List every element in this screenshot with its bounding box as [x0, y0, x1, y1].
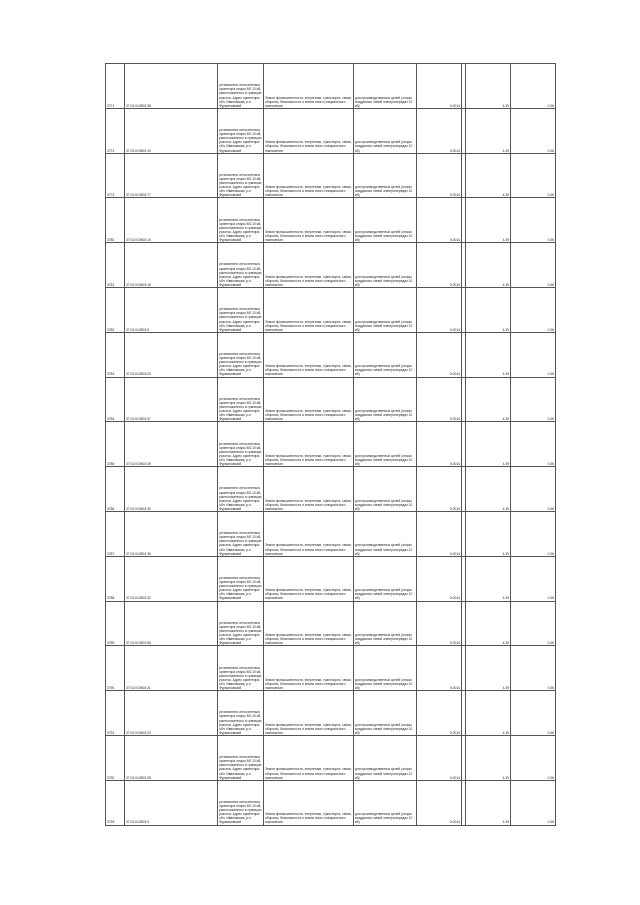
- permitted-use: для производственных целей (опоры воздушных линий электропередач 10 кВ): [354, 153, 417, 198]
- row-number: 3772: [106, 108, 125, 153]
- location-description: установлено относительно ориентира опоры ВЛ-10 кВ, расположенного в границах участка. Адрес ориентира: обл. Ивановская, р-н Фурмановский: [218, 780, 264, 825]
- permitted-use: для производственных целей (опоры воздушных линий электропередач 10 кВ): [354, 64, 417, 109]
- table-row: [106, 108, 556, 153]
- row-number: 3791: [106, 691, 125, 736]
- table-row: [106, 467, 556, 512]
- land-category: Земли промышленности, энергетики, транспорта, связи, обороны, безопасности и земли иного специального назначения: [264, 735, 354, 780]
- table-row: [106, 691, 556, 736]
- cadastral-number: 37:01:010503:32: [125, 556, 218, 601]
- total-value: 0.06: [511, 735, 556, 780]
- total-value: 0.06: [511, 691, 556, 736]
- permitted-use: для производственных целей (опоры воздушных линий электропередач 10 кВ): [354, 467, 417, 512]
- permitted-use: для производственных целей (опоры воздушных линий электропередач 10 кВ): [354, 780, 417, 825]
- total-value: 0.06: [511, 377, 556, 422]
- area-value: 0.0014: [417, 153, 462, 198]
- cost-value: 4.39: [466, 287, 511, 332]
- cadastral-number: 37:01:010503:3: [125, 780, 218, 825]
- land-category: Земли промышленности, энергетики, транспорта, связи, обороны, безопасности и земли иного специального назначения: [264, 422, 354, 467]
- total-value: 0.06: [511, 287, 556, 332]
- location-description: установлено относительно ориентира опоры ВЛ-10 кВ, расположенного в границах участка. Адрес ориентира: обл. Ивановская, р-н Фурмановский: [218, 646, 264, 691]
- location-description: установлено относительно ориентира опоры ВЛ-10 кВ, расположенного в границах участка. Адрес ориентира: обл. Ивановская, р-н Фурмановский: [218, 467, 264, 512]
- land-category: Земли промышленности, энергетики, транспорта, связи, обороны, безопасности и земли иного специального назначения: [264, 646, 354, 691]
- location-description: установлено относительно ориентира опоры ВЛ-10 кВ, расположенного в границах участка. Адрес ориентира: обл. Ивановская, р-н Фурмановский: [218, 243, 264, 288]
- row-number: 3771: [106, 64, 125, 109]
- cost-value: 4.39: [466, 601, 511, 646]
- cost-value: 4.39: [466, 467, 511, 512]
- table-row: [106, 287, 556, 332]
- total-value: 0.06: [511, 467, 556, 512]
- location-description: установлено относительно ориентира опоры ВЛ-10 кВ, расположенного в границах участка. Адрес ориентира: обл. Ивановская, р-н Фурмановский: [218, 422, 264, 467]
- permitted-use: для производственных целей (опоры воздушных линий электропередач 10 кВ): [354, 646, 417, 691]
- area-value: 0.0014: [417, 511, 462, 556]
- cost-value: 4.39: [466, 64, 511, 109]
- table-row: [106, 511, 556, 556]
- cadastral-number: 37:01:010503:10: [125, 198, 218, 243]
- land-category: Земли промышленности, энергетики, транспорта, связи, обороны, безопасности и земли иного специального назначения: [264, 287, 354, 332]
- total-value: 0.06: [511, 646, 556, 691]
- total-value: 0.06: [511, 556, 556, 601]
- location-description: установлено относительно ориентира опоры ВЛ-10 кВ, расположенного в границах участка. Адрес ориентира: обл. Ивановская, р-н Фурмановский: [218, 198, 264, 243]
- cadastral-number: 37:01:010503:20: [125, 332, 218, 377]
- permitted-use: для производственных целей (опоры воздушных линий электропередач 10 кВ): [354, 422, 417, 467]
- area-value: 0.0014: [417, 287, 462, 332]
- table-row: [106, 646, 556, 691]
- cadastral-number: 37:01:010503:30: [125, 467, 218, 512]
- location-description: установлено относительно ориентира опоры ВЛ-10 кВ, расположенного в границах участка. Адрес ориентира: обл. Ивановская, р-н Фурмановский: [218, 601, 264, 646]
- total-value: 0.06: [511, 422, 556, 467]
- permitted-use: для производственных целей (опоры воздушных линий электропередач 10 кВ): [354, 243, 417, 288]
- location-description: установлено относительно ориентира опоры ВЛ-10 кВ, расположенного в границах участка. Адрес ориентира: обл. Ивановская, р-н Фурмановский: [218, 153, 264, 198]
- cost-value: 4.39: [466, 243, 511, 288]
- total-value: 0.06: [511, 780, 556, 825]
- row-number: 3781: [106, 243, 125, 288]
- area-value: 0.0014: [417, 108, 462, 153]
- table-row: [106, 153, 556, 198]
- location-description: установлено относительно ориентира опоры ВЛ-10 кВ, расположенного в границах участка. Адрес ориентира: обл. Ивановская, р-н Фурмановский: [218, 556, 264, 601]
- land-category: Земли промышленности, энергетики, транспорта, связи, обороны, безопасности и земли иного специального назначения: [264, 601, 354, 646]
- land-category: Земли промышленности, энергетики, транспорта, связи, обороны, безопасности и земли иного специального назначения: [264, 153, 354, 198]
- row-number: 3787: [106, 511, 125, 556]
- permitted-use: для производственных целей (опоры воздушных линий электропередач 10 кВ): [354, 377, 417, 422]
- total-value: 0.06: [511, 153, 556, 198]
- area-value: 0.0014: [417, 243, 462, 288]
- total-value: 0.06: [511, 511, 556, 556]
- cadastral-number: 37:01:010503:36: [125, 511, 218, 556]
- location-description: установлено относительно ориентира опоры ВЛ-10 кВ, расположенного в границах участка. Адрес ориентира: обл. Ивановская, р-н Фурмановский: [218, 511, 264, 556]
- cost-value: 4.39: [466, 108, 511, 153]
- cadastral-number: 37:01:010503:37: [125, 377, 218, 422]
- total-value: 0.06: [511, 64, 556, 109]
- permitted-use: для производственных целей (опоры воздушных линий электропередач 10 кВ): [354, 198, 417, 243]
- permitted-use: для производственных целей (опоры воздушных линий электропередач 10 кВ): [354, 287, 417, 332]
- cost-value: 4.39: [466, 780, 511, 825]
- cadastral-number: 37:01:010503:28: [125, 735, 218, 780]
- row-number: 3785: [106, 422, 125, 467]
- land-category: Земли промышленности, энергетики, транспорта, связи, обороны, безопасности и земли иного специального назначения: [264, 377, 354, 422]
- permitted-use: для производственных целей (опоры воздушных линий электропередач 10 кВ): [354, 108, 417, 153]
- land-category: Земли промышленности, энергетики, транспорта, связи, обороны, безопасности и земли иного специального назначения: [264, 198, 354, 243]
- location-description: установлено относительно ориентира опоры ВЛ-10 кВ, расположенного в границах участка. Адрес ориентира: обл. Ивановская, р-н Фурмановский: [218, 735, 264, 780]
- location-description: установлено относительно ориентира опоры ВЛ-10 кВ, расположенного в границах участка. Адрес ориентира: обл. Ивановская, р-н Фурмановский: [218, 332, 264, 377]
- cadastral-number: 37:01:010503:5: [125, 287, 218, 332]
- location-description: установлено относительно ориентира опоры ВЛ-10 кВ, расположенного в границах участка. Адрес ориентира: обл. Ивановская, р-н Фурмановский: [218, 691, 264, 736]
- land-category: Земли промышленности, энергетики, транспорта, связи, обороны, безопасности и земли иного специального назначения: [264, 332, 354, 377]
- cost-value: 4.39: [466, 646, 511, 691]
- table-row: [106, 735, 556, 780]
- total-value: 0.06: [511, 601, 556, 646]
- permitted-use: для производственных целей (опоры воздушных линий электропередач 10 кВ): [354, 332, 417, 377]
- cadastral-number: 37:01:010503:77: [125, 153, 218, 198]
- cadastral-number: 37:01:010503:16: [125, 243, 218, 288]
- land-category: Земли промышленности, энергетики, транспорта, связи, обороны, безопасности и земли иного специального назначения: [264, 243, 354, 288]
- cadastral-number: 37:01:010503:39: [125, 422, 218, 467]
- cadastral-number: 37:01:010503:23: [125, 691, 218, 736]
- row-number: 3786: [106, 467, 125, 512]
- row-number: 3792: [106, 735, 125, 780]
- permitted-use: для производственных целей (опоры воздушных линий электропередач 10 кВ): [354, 601, 417, 646]
- cadastral-number: 37:01:010503:56: [125, 601, 218, 646]
- table-row: [106, 601, 556, 646]
- row-number: 3782: [106, 287, 125, 332]
- cadastral-number: 37:01:010503:19: [125, 108, 218, 153]
- total-value: 0.06: [511, 108, 556, 153]
- area-value: 0.0014: [417, 601, 462, 646]
- area-value: 0.0014: [417, 377, 462, 422]
- location-description: установлено относительно ориентира опоры ВЛ-10 кВ, расположенного в границах участка. Адрес ориентира: обл. Ивановская, р-н Фурмановский: [218, 287, 264, 332]
- row-number: 3790: [106, 646, 125, 691]
- row-number: 3773: [106, 153, 125, 198]
- cost-value: 4.39: [466, 422, 511, 467]
- permitted-use: для производственных целей (опоры воздушных линий электропередач 10 кВ): [354, 556, 417, 601]
- area-value: 0.0014: [417, 556, 462, 601]
- cadastral-number: 37:01:010503:38: [125, 64, 218, 109]
- permitted-use: для производственных целей (опоры воздушных линий электропередач 10 кВ): [354, 691, 417, 736]
- area-value: 0.0014: [417, 467, 462, 512]
- row-number: 3780: [106, 198, 125, 243]
- land-category: Земли промышленности, энергетики, транспорта, связи, обороны, безопасности и земли иного специального назначения: [264, 108, 354, 153]
- area-value: 0.0014: [417, 64, 462, 109]
- table-row: [106, 422, 556, 467]
- row-number: 3788: [106, 556, 125, 601]
- land-category: Земли промышленности, энергетики, транспорта, связи, обороны, безопасности и земли иного специального назначения: [264, 467, 354, 512]
- land-category: Земли промышленности, энергетики, транспорта, связи, обороны, безопасности и земли иного специального назначения: [264, 64, 354, 109]
- row-number: 3793: [106, 780, 125, 825]
- row-number: 3784: [106, 377, 125, 422]
- table-row: [106, 243, 556, 288]
- permitted-use: для производственных целей (опоры воздушных линий электропередач 10 кВ): [354, 735, 417, 780]
- area-value: 0.0014: [417, 646, 462, 691]
- cost-value: 4.39: [466, 691, 511, 736]
- cost-value: 4.39: [466, 198, 511, 243]
- location-description: установлено относительно ориентира опоры ВЛ-10 кВ, расположенного в границах участка. Адрес ориентира: обл. Ивановская, р-н Фурмановский: [218, 377, 264, 422]
- area-value: 0.0014: [417, 691, 462, 736]
- area-value: 0.0014: [417, 735, 462, 780]
- cost-value: 4.39: [466, 377, 511, 422]
- row-number: 3789: [106, 601, 125, 646]
- area-value: 0.0014: [417, 332, 462, 377]
- area-value: 0.0014: [417, 780, 462, 825]
- land-category: Земли промышленности, энергетики, транспорта, связи, обороны, безопасности и земли иного специального назначения: [264, 691, 354, 736]
- total-value: 0.06: [511, 332, 556, 377]
- cost-value: 4.39: [466, 332, 511, 377]
- land-category: Земли промышленности, энергетики, транспорта, связи, обороны, безопасности и земли иного специального назначения: [264, 780, 354, 825]
- land-plots-table: [105, 63, 556, 826]
- table-row: [106, 377, 556, 422]
- total-value: 0.06: [511, 243, 556, 288]
- table-body: [106, 64, 556, 826]
- total-value: 0.06: [511, 198, 556, 243]
- area-value: 0.0014: [417, 422, 462, 467]
- land-category: Земли промышленности, энергетики, транспорта, связи, обороны, безопасности и земли иного специального назначения: [264, 556, 354, 601]
- table-row: [106, 332, 556, 377]
- area-value: 0.0014: [417, 198, 462, 243]
- cost-value: 4.39: [466, 153, 511, 198]
- cadastral-number: 37:01:010503:21: [125, 646, 218, 691]
- cost-value: 4.39: [466, 511, 511, 556]
- table-row: [106, 556, 556, 601]
- location-description: установлено относительно ориентира опоры ВЛ-10 кВ, расположенного в границах участка. Адрес ориентира: обл. Ивановская, р-н Фурмановский: [218, 64, 264, 109]
- row-number: 3783: [106, 332, 125, 377]
- cost-value: 4.39: [466, 556, 511, 601]
- table-row: [106, 198, 556, 243]
- location-description: установлено относительно ориентира опоры ВЛ-10 кВ, расположенного в границах участка. Адрес ориентира: обл. Ивановская, р-н Фурмановский: [218, 108, 264, 153]
- table-row: [106, 780, 556, 825]
- table-row: [106, 64, 556, 109]
- permitted-use: для производственных целей (опоры воздушных линий электропередач 10 кВ): [354, 511, 417, 556]
- land-category: Земли промышленности, энергетики, транспорта, связи, обороны, безопасности и земли иного специального назначения: [264, 511, 354, 556]
- cost-value: 4.39: [466, 735, 511, 780]
